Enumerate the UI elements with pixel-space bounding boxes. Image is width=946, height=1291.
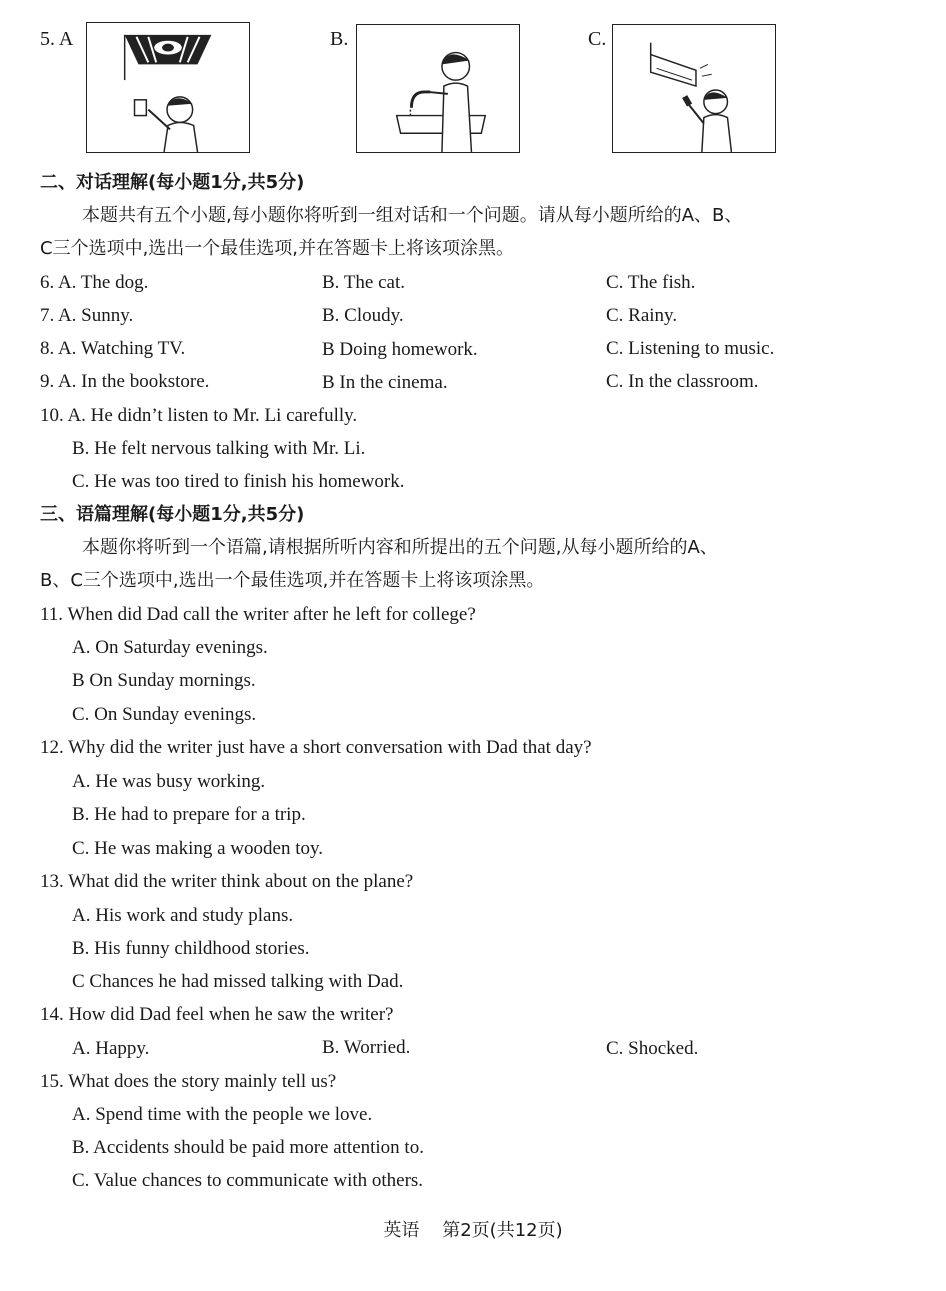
q7-option-c: C. Rainy.: [606, 305, 678, 326]
q9-option-b: B In the cinema.: [322, 372, 448, 393]
section3-instruction-line1: 本题你将听到一个语篇,请根据所听内容和所提出的五个问题,从每小题所给的A、: [82, 537, 718, 558]
q10-option-b: B. He felt nervous talking with Mr. Li.: [72, 438, 366, 459]
q6-option-b: B. The cat.: [322, 272, 406, 293]
boy-switching-off-light-icon: [86, 22, 250, 153]
section3-instruction-line2: B、C三个选项中,选出一个最佳选项,并在答题卡上将该项涂黑。: [40, 570, 545, 591]
q15-option-a: A. Spend time with the people we love.: [72, 1104, 373, 1125]
q14-option-a: A. Happy.: [72, 1038, 150, 1059]
q12-option-c: C. He was making a wooden toy.: [72, 838, 323, 859]
q6-option-c: C. The fish.: [606, 272, 696, 293]
q5-label-a: 5. A: [40, 28, 74, 50]
q13-question: 13. What did the writer think about on the plane?: [40, 871, 414, 892]
q5-label-b: B.: [330, 28, 349, 50]
q12-option-b: B. He had to prepare for a trip.: [72, 804, 306, 825]
section2-heading: 二、对话理解(每小题1分,共5分): [40, 172, 305, 193]
q9-option-c: C. In the classroom.: [606, 371, 759, 392]
boy-turning-off-tap-icon: [356, 24, 520, 153]
q7-option-a: 7. A. Sunny.: [40, 305, 134, 326]
q15-option-c: C. Value chances to communicate with others.: [72, 1170, 424, 1191]
q14-option-c: C. Shocked.: [606, 1038, 699, 1059]
q8-option-c: C. Listening to music.: [606, 338, 775, 359]
q14-option-b: B. Worried.: [322, 1037, 411, 1058]
q5-label-c: C.: [588, 28, 607, 50]
q10-option-a: 10. A. He didn’t listen to Mr. Li carefully.: [40, 405, 358, 426]
q11-option-a: A. On Saturday evenings.: [72, 637, 268, 658]
q8-option-a: 8. A. Watching TV.: [40, 338, 186, 359]
q13-option-c: C Chances he had missed talking with Dad.: [72, 971, 404, 992]
page-footer: 英语 第2页(共12页): [383, 1220, 563, 1241]
section2-instruction-line2: C三个选项中,选出一个最佳选项,并在答题卡上将该项涂黑。: [40, 238, 515, 259]
q15-question: 15. What does the story mainly tell us?: [40, 1071, 337, 1092]
q12-option-a: A. He was busy working.: [72, 771, 266, 792]
q14-question: 14. How did Dad feel when he saw the writer?: [40, 1004, 394, 1025]
section2-instruction-line1: 本题共有五个小题,每小题你将听到一组对话和一个问题。请从每小题所给的A、B、: [82, 205, 743, 226]
q9-option-a: 9. A. In the bookstore.: [40, 371, 210, 392]
q13-option-b: B. His funny childhood stories.: [72, 938, 310, 959]
boy-using-air-conditioner-remote-icon: [612, 24, 776, 153]
q11-question: 11. When did Dad call the writer after he left for college?: [40, 604, 476, 625]
q6-option-a: 6. A. The dog.: [40, 272, 149, 293]
q10-option-c: C. He was too tired to finish his homework.: [72, 471, 405, 492]
q8-option-b: B Doing homework.: [322, 339, 478, 360]
q7-option-b: B. Cloudy.: [322, 305, 404, 326]
q11-option-b: B On Sunday mornings.: [72, 670, 256, 691]
section3-heading: 三、语篇理解(每小题1分,共5分): [40, 504, 305, 525]
q13-option-a: A. His work and study plans.: [72, 905, 294, 926]
q11-option-c: C. On Sunday evenings.: [72, 704, 257, 725]
q12-question: 12. Why did the writer just have a short conversation with Dad that day?: [40, 737, 592, 758]
q15-option-b: B. Accidents should be paid more attention to.: [72, 1137, 424, 1158]
